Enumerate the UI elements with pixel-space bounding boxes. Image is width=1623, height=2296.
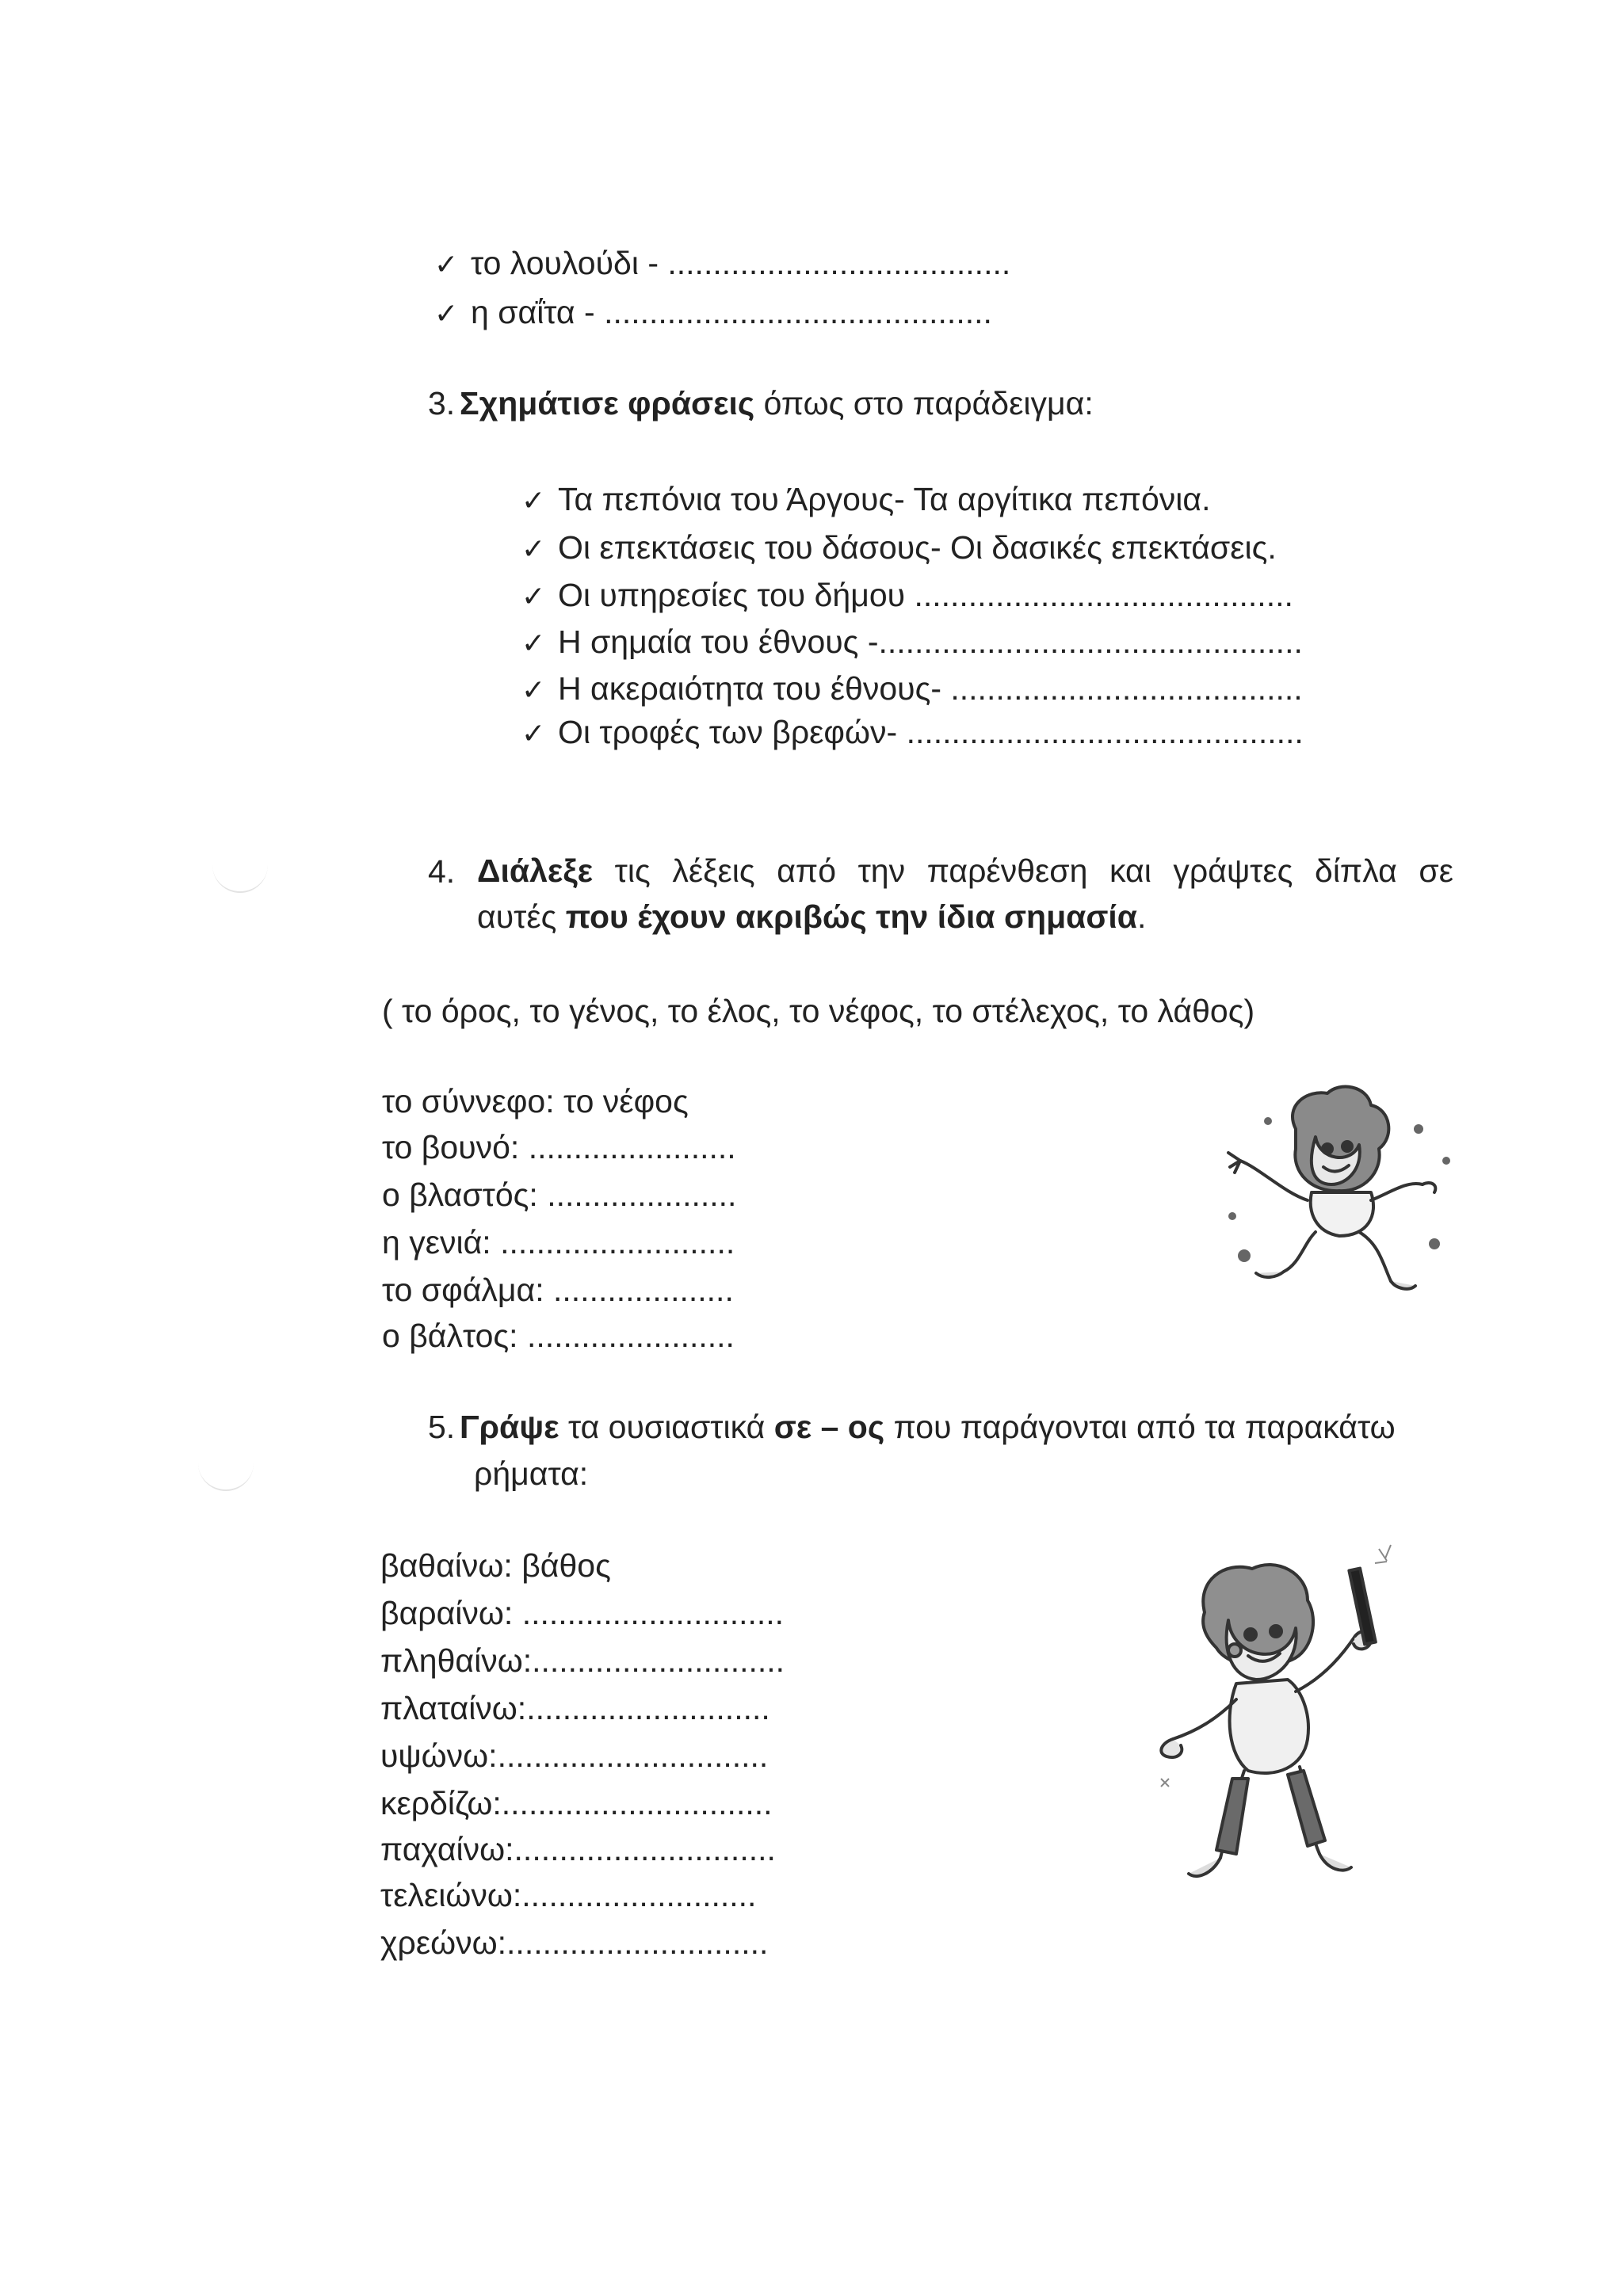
exercise-4-word-bank: ( το όρος, το γένος, το έλος, το νέφος, το στέλεχος, το λάθος) — [382, 993, 1255, 1029]
exercise-3-item: ✓ Οι επεκτάσεις του δάσους- Οι δασικές επεκτάσεις. — [521, 527, 1277, 570]
cartoon-boy-pointing-illustration — [1220, 1074, 1458, 1307]
checkmark-icon: ✓ — [434, 298, 459, 330]
checkmark-icon: ✓ — [434, 249, 459, 281]
exercise-4-item: το βουνό: ....................... — [382, 1129, 736, 1165]
exercise-4-item: ο βάλτος: ....................... — [382, 1318, 735, 1354]
exercise-4-item: το σφάλμα: .................... — [382, 1272, 734, 1308]
exercise-4-item: ο βλαστός: ..................... — [382, 1177, 737, 1213]
exercise-5-item: πληθαίνω:............................ — [380, 1642, 785, 1679]
exercise-5-item: παχαίνω:............................. — [380, 1831, 776, 1867]
exercise-4-item: το σύννεφο: το νέφος — [382, 1083, 689, 1119]
exercise-5-item: τελειώνω:.......................... — [380, 1877, 757, 1913]
exercise-3-item: ✓ Τα πεπόνια του Άργους- Τα αργίτικα πεπόνια. — [521, 479, 1210, 522]
exercise-5-item: πλαταίνω:........................... — [380, 1690, 770, 1726]
checkmark-icon: ✓ — [521, 674, 546, 707]
checkmark-icon: ✓ — [521, 485, 546, 517]
checkmark-icon: ✓ — [521, 718, 546, 750]
checkmark-icon: ✓ — [521, 533, 546, 566]
exercise-4-item: η γενιά: .......................... — [382, 1224, 735, 1261]
hole-punch-mark-top — [212, 860, 268, 893]
exercise-5-item: βαθαίνω: βάθος — [380, 1547, 611, 1584]
top-list-item: ✓ το λουλούδι - ...................................... — [434, 242, 1010, 286]
exercise-5-item: κερδίζω:.............................. — [380, 1785, 773, 1821]
exercise-5-heading: 5. Γράψε τα ουσιαστικά σε – ος που παράγονται από τα παρακάτω — [428, 1409, 1396, 1445]
exercise-5-item: βαραίνω: ............................. — [380, 1595, 785, 1631]
checkmark-icon: ✓ — [521, 581, 546, 613]
exercise-3-item: ✓ Οι τροφές των βρεφών- ............................................ — [521, 711, 1304, 755]
exercise-3-heading: 3. Σχημάτισε φράσεις όπως στο παράδειγμα: — [428, 385, 1094, 421]
exercise-5-heading-line2: ρήματα: — [474, 1455, 589, 1492]
checkmark-icon: ✓ — [521, 627, 546, 660]
top-list-item: ✓ η σαΐτα - ........................................... — [434, 292, 992, 335]
exercise-4-instruction-line1: Διάλεξε τις λέξεις από την παρένθεση και γράψτες δίπλα σε — [477, 852, 1453, 889]
exercise-3-item: ✓ Η ακεραιότητα του έθνους- ....................................... — [521, 668, 1303, 711]
cartoon-boy-with-wand-illustration — [1149, 1541, 1419, 1921]
hole-punch-mark-bottom — [198, 1458, 254, 1491]
exercise-3-item: ✓ Οι υπηρεσίες του δήμου .......................................... — [521, 574, 1293, 618]
exercise-5-item: χρεώνω:............................. — [380, 1924, 769, 1961]
exercise-5-item: υψώνω:.............................. — [380, 1737, 769, 1774]
exercise-4-heading: 4. — [428, 853, 456, 890]
exercise-4-instruction-line2: αυτές που έχουν ακριβώς την ίδια σημασία. — [477, 898, 1147, 935]
exercise-3-item: ✓ Η σημαία του έθνους -............................................... — [521, 621, 1303, 665]
